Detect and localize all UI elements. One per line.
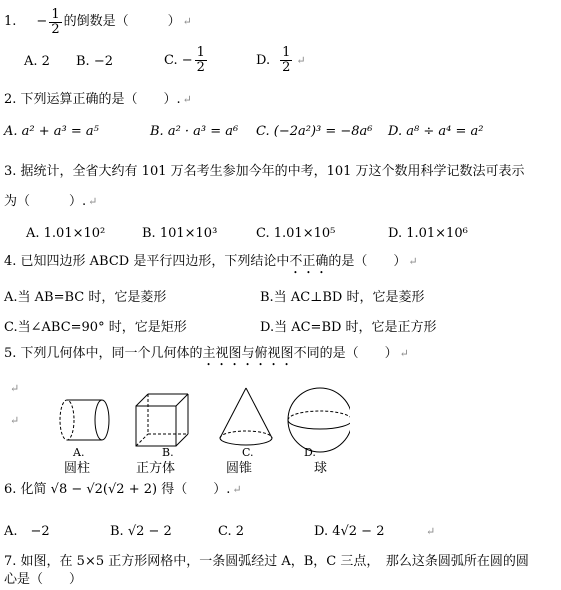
q5-letter-d: D. xyxy=(304,446,316,459)
q1-frac-num: 1 xyxy=(51,6,60,22)
q6-option-a[interactable]: A. −2 xyxy=(4,524,50,539)
q1-number: 1. xyxy=(4,14,17,29)
q5-stem-emphasis: 主视图与俯视图 xyxy=(202,346,294,361)
q2-options xyxy=(4,124,554,142)
cylinder-shape[interactable] xyxy=(60,400,109,440)
q1-option-d-label: D. xyxy=(256,52,271,68)
q2-option-c[interactable]: C. (−2a²)³ = −8a⁶ xyxy=(256,124,373,139)
return-mark: ↵ xyxy=(10,414,20,427)
q1-option-d[interactable] xyxy=(256,46,306,75)
q1-option-a[interactable]: A. 2 xyxy=(24,54,50,69)
q5-stem-pre: 5. 下列几何体中，同一个几何体的 xyxy=(4,346,203,361)
q5-name-cylinder: 圆柱 xyxy=(64,461,91,476)
q7-stem-line1 xyxy=(4,554,529,570)
q1-stem xyxy=(4,4,192,40)
q1-option-c-label: C. − xyxy=(164,52,193,68)
return-mark: ↵ xyxy=(296,53,306,67)
return-mark: ↵ xyxy=(426,525,436,538)
return-mark: ↵ xyxy=(10,382,20,395)
q5-name-cube: 正方体 xyxy=(136,461,176,476)
q4-option-d[interactable]: D.当 AC=BD 时，它是正方形 xyxy=(260,320,437,335)
q1-fraction xyxy=(49,8,61,37)
q3-stem-line2 xyxy=(4,194,97,210)
q5-name-sphere: 球 xyxy=(314,461,328,476)
q6-stem-text: 6. 化简 √8 − √2(√2 + 2) 得（ ）. xyxy=(4,482,231,497)
q2-stem xyxy=(4,92,192,108)
q6-option-c[interactable]: C. 2 xyxy=(218,524,245,539)
q3-options xyxy=(4,226,554,244)
q4-stem xyxy=(4,254,418,277)
q1-option-c-den: 2 xyxy=(196,60,205,75)
q4-options-row1 xyxy=(4,290,554,308)
return-mark: ↵ xyxy=(88,195,98,208)
return-mark: ↵ xyxy=(182,93,192,106)
q1-minus: − xyxy=(36,14,48,29)
q3-stem-text: 3. 据统计，全省大约有 101 万名考生参加今年的中考，101 万这个数用科学记数法可表示 xyxy=(4,164,525,179)
q4-options-row2 xyxy=(4,320,554,338)
q4-option-b[interactable]: B.当 AC⊥BD 时，它是菱形 xyxy=(260,290,425,305)
q4-stem-emphasis: 不正确 xyxy=(289,254,329,269)
q5-letter-a: A. xyxy=(73,446,85,459)
q1-frac-den: 2 xyxy=(51,21,60,37)
q7-stem-line2 xyxy=(4,572,82,588)
return-mark: ↵ xyxy=(182,15,192,28)
q4-option-c[interactable]: C.当∠ABC=90° 时，它是矩形 xyxy=(4,320,187,335)
q1-option-d-fraction xyxy=(280,46,292,75)
q1-option-c-fraction xyxy=(195,46,207,75)
q1-option-d-den: 2 xyxy=(282,60,291,75)
q7-stem-text: 7. 如图，在 5×5 正方形网格中，一条圆弧经过 A，B，C 三点， 那么这条圆弧所在圆的圆 xyxy=(4,554,529,569)
q6-option-d[interactable]: D. 4√2 − 2 xyxy=(314,524,385,539)
q1-option-c-num: 1 xyxy=(196,45,205,60)
q5-letter-b: B. xyxy=(162,446,174,459)
return-mark: ↵ xyxy=(408,255,418,268)
q2-stem-text: 2. 下列运算正确的是（ ）. xyxy=(4,92,181,107)
q1-option-c[interactable] xyxy=(164,46,209,75)
q2-option-a[interactable]: A. a² + a³ = a⁵ xyxy=(4,124,99,139)
q5-stem xyxy=(4,346,409,369)
q3-option-b[interactable]: B. 101×10³ xyxy=(142,226,218,241)
return-mark: ↵ xyxy=(399,347,409,360)
q4-stem-pre: 4. 已知四边形 ABCD 是平行四边形，下列结论中 xyxy=(4,254,290,269)
return-mark: ↵ xyxy=(232,483,242,496)
q3-option-d[interactable]: D. 1.01×10⁶ xyxy=(388,226,468,241)
q1-option-b[interactable]: B. −2 xyxy=(76,54,113,69)
q3-stem-line1 xyxy=(4,164,525,180)
sphere-shape[interactable] xyxy=(288,388,350,452)
q1-options xyxy=(4,44,554,80)
q5-name-cone: 圆锥 xyxy=(226,461,253,476)
q3-stem-text-2: 为（ ）. xyxy=(4,194,87,209)
q6-options xyxy=(4,524,554,542)
q4-option-a[interactable]: A.当 AB=BC 时，它是菱形 xyxy=(4,290,167,305)
q5-letter-c: C. xyxy=(242,446,254,459)
cone-shape[interactable] xyxy=(220,388,272,445)
q2-option-d[interactable]: D. a⁸ ÷ a⁴ = a² xyxy=(388,124,484,139)
q3-option-c[interactable]: C. 1.01×10⁵ xyxy=(256,226,336,241)
q6-stem xyxy=(4,482,242,498)
cube-shape[interactable] xyxy=(136,394,188,446)
q4-stem-post: 的是（ ） xyxy=(328,254,407,269)
q6-option-b[interactable]: B. √2 − 2 xyxy=(110,524,172,539)
q1-option-d-num: 1 xyxy=(282,45,291,60)
q7-stem-text-2: 心是（ ） xyxy=(4,572,83,587)
q1-stem-text: 的倒数是（ ） xyxy=(63,14,181,29)
q3-option-a[interactable]: A. 1.01×10² xyxy=(26,226,106,241)
q5-stem-post: 不同的是（ ） xyxy=(293,346,398,361)
q2-option-b[interactable]: B. a² · a³ = a⁶ xyxy=(150,124,239,139)
